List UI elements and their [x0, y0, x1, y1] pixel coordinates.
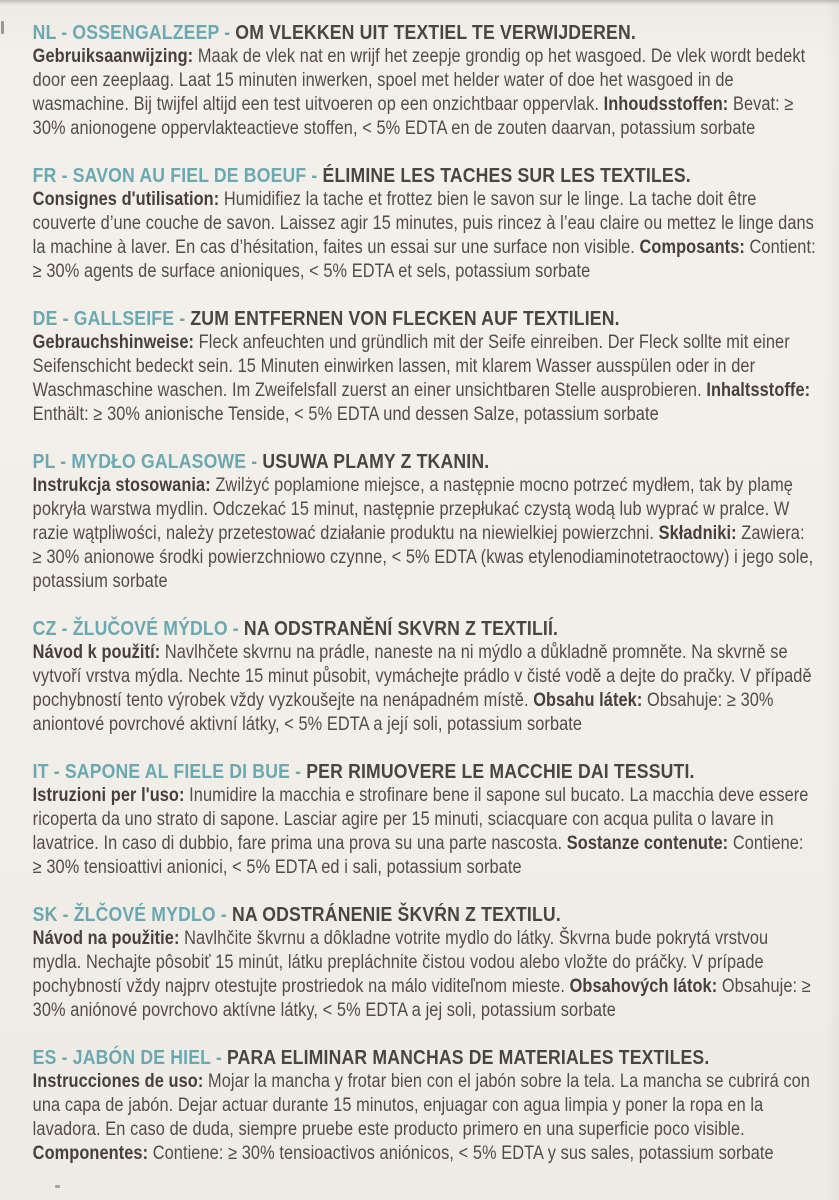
- section-body: [33, 641, 817, 737]
- heading-claim: USUWA PLAMY Z TKANIN.: [262, 450, 490, 473]
- body-bold-label: Composants:: [639, 237, 745, 258]
- body-bold-label: Obsahových látok:: [569, 976, 718, 997]
- body-text: Zawiera: ≥ 30% anionowe środki powierzchniowo czynne, < 5% EDTA (kwas etylenodiaminotetraoctowy) i jego sole, potassium sorbate: [32, 523, 814, 592]
- body-text: Inumidire la macchia e strofinare bene il sapone sul bucato. La macchia deve essere ricoperta da uno strato di sapone. Lasciar agire per 15 minuti, sciacquare con acqua pulita o lavare in lavatrice. In caso di dubbio, fare prima una prova su una parte nascosta.: [32, 785, 809, 854]
- body-text: Navlhčite škvrnu a dôkladne votrite mydlo do látky. Škvrna bude pokrytá vrstvou mydla. Nechajte pôsobiť 15 minút, látku prepláchnite čistou vodou alebo vložte do práčky. V prípade pochybností vždy najprv otestujte prostriedok na málo viditeľnom mieste.: [32, 928, 769, 997]
- body-bold-label: Instrukcja stosowania:: [32, 475, 211, 496]
- heading-language-product: PL - MYDŁO GALASOWE -: [32, 450, 263, 473]
- body-bold-label: Componentes:: [32, 1143, 149, 1164]
- heading-claim: PARA ELIMINAR MANCHAS DE MATERIALES TEXTILES.: [226, 1046, 710, 1069]
- section-heading: [33, 617, 817, 641]
- language-section: [33, 450, 817, 594]
- language-section: [33, 21, 817, 141]
- language-section: [33, 1046, 817, 1166]
- section-body: [33, 45, 817, 141]
- section-heading: [33, 903, 817, 927]
- body-bold-label: Istruzioni per l'uso:: [32, 785, 185, 806]
- body-text: Enthält: ≥ 30% anionische Tenside, < 5% EDTA und dessen Salze, potassium sorbate: [32, 404, 659, 425]
- section-heading: [33, 21, 817, 45]
- heading-claim: NA ODSTRANĚNÍ SKVRN Z TEXTILIÍ.: [243, 617, 559, 640]
- body-bold-label: Sostanze contenute:: [566, 833, 729, 854]
- body-text: Navlhčete skvrnu na prádle, naneste na ni mýdlo a důkladně promněte. Na skvrně se vytvoří vrstva mýdla. Nechte 15 minut působit, vymáchejte prádlo v čisté vodě a dejte do pračky. V případě pochybností tento výrobek vždy vyzkoušejte na nenápadném místě.: [32, 642, 812, 711]
- language-section: [33, 760, 817, 880]
- body-text: Contiene: ≥ 30% tensioactivos aniónicos, < 5% EDTA y sus sales, potassium sorbate: [148, 1143, 774, 1164]
- body-bold-label: Gebrauchshinweise:: [32, 332, 195, 353]
- body-text: Obsahuje: ≥ 30% aniónové povrchovo aktívne látky, < 5% EDTA a jej soli, potassium sorbate: [32, 976, 811, 1021]
- body-text: Humidifiez la tache et frottez bien le savon sur le linge. La tache doit être couverte d’une couche de savon. Laissez agir 15 minutes, puis rincez à l’eau claire ou mettez le linge dans la machine à laver. En cas d’hésitation, faites un essai sur une surface non visible.: [32, 189, 814, 258]
- section-heading: [33, 307, 817, 331]
- section-heading: [33, 164, 817, 188]
- body-bold-label: Obsahu látek:: [533, 690, 643, 711]
- body-text: Bevat: ≥ 30% anionogene oppervlakteactieve stoffen, < 5% EDTA en de zouten daarvan, potassium sorbate: [32, 94, 794, 139]
- heading-claim: OM VLEKKEN UIT TEXTIEL TE VERWIJDEREN.: [235, 21, 636, 44]
- section-body: [33, 1070, 817, 1166]
- language-section: [33, 903, 817, 1023]
- body-bold-label: Składniki:: [658, 523, 737, 544]
- heading-language-product: CZ - ŽLUČOVÉ MÝDLO -: [32, 617, 244, 640]
- heading-claim: NA ODSTRÁNENIE ŠKVŔN Z TEXTILU.: [232, 903, 561, 926]
- section-body: [33, 474, 817, 594]
- section-body: [33, 188, 817, 284]
- body-bold-label: Instrucciones de uso:: [32, 1071, 204, 1092]
- heading-language-product: FR - SAVON AU FIEL DE BOEUF -: [32, 164, 323, 187]
- heading-language-product: ES - JABÓN DE HIEL -: [32, 1046, 227, 1069]
- section-heading: [33, 1046, 817, 1070]
- heading-claim: PER RIMUOVERE LE MACCHIE DAI TESSUTI.: [306, 760, 695, 783]
- body-text: Zwilżyć poplamione miejsce, a następnie mocno potrzeć mydłem, tak by plamę pokryła warstwa mydlin. Odczekać 15 minut, następnie przepłukać czystą wodą lub wyprać w pralce. W razie wątpliwości, należy przetestować działanie produktu na niewielkiej powierzchni.: [32, 475, 793, 544]
- body-bold-label: Gebruiksaanwijzing:: [32, 46, 194, 67]
- body-text: Mojar la mancha y frotar bien con el jabón sobre la tela. La mancha se cubrirá con una capa de jabón. Dejar actuar durante 15 minutos, enjuagar con agua limpia y poner la ropa en la lavadora. En caso de duda, siempre pruebe este producto primero en una superficie poco visible.: [32, 1071, 810, 1140]
- heading-claim: ZUM ENTFERNEN VON FLECKEN AUF TEXTILIEN.: [190, 307, 620, 330]
- heading-language-product: SK - ŽLČOVÉ MYDLO -: [32, 903, 233, 926]
- body-bold-label: Inhoudsstoffen:: [603, 94, 729, 115]
- heading-language-product: DE - GALLSEIFE -: [32, 307, 191, 330]
- body-bold-label: Consignes d'utilisation:: [32, 189, 220, 210]
- body-text: Obsahuje: ≥ 30% aniontové povrchové aktivní látky, < 5% EDTA a její soli, potassium sorbate: [32, 690, 774, 735]
- body-bold-label: Návod na použitie:: [32, 928, 180, 949]
- section-heading: [33, 450, 817, 474]
- heading-claim: ÉLIMINE LES TACHES SUR LES TEXTILES.: [322, 164, 691, 187]
- heading-language-product: IT - SAPONE AL FIELE DI BUE -: [32, 760, 307, 783]
- body-bold-label: Návod k použití:: [32, 642, 161, 663]
- body-text: Contiene: ≥ 30% tensioattivi anionici, < 5% EDTA ed i sali, potassium sorbate: [32, 833, 804, 878]
- language-section: [33, 164, 817, 284]
- heading-language-product: NL - OSSENGALZEEP -: [32, 21, 236, 44]
- section-body: [33, 784, 817, 880]
- section-heading: [33, 760, 817, 784]
- section-body: [33, 927, 817, 1023]
- language-section: [33, 307, 817, 427]
- section-body: [33, 331, 817, 427]
- body-text: Maak de vlek nat en wrijf het zeepje grondig op het wasgoed. De vlek wordt bedekt door een zeeplaag. Laat 15 minuten inwerken, spoel met helder water of doe het wasgoed in de wasmachine. Bij twijfel altijd een test uitvoeren op een onzichtbaar oppervlak.: [32, 46, 806, 115]
- language-section: [33, 617, 817, 737]
- body-text: Fleck anfeuchten und gründlich mit der Seife einreiben. Der Fleck sollte mit einer Seifenschicht bedeckt sein. 15 Minuten einwirken lassen, mit klarem Wasser ausspülen oder in der Waschmaschine waschen. Im Zweifelsfall zuerst an einer unsichtbaren Stelle ausprobieren.: [32, 332, 790, 401]
- body-text: Contient: ≥ 30% agents de surface anioniques, < 5% EDTA et sels, potassium sorbate: [32, 237, 816, 282]
- body-bold-label: Inhaltsstoffe:: [706, 380, 811, 401]
